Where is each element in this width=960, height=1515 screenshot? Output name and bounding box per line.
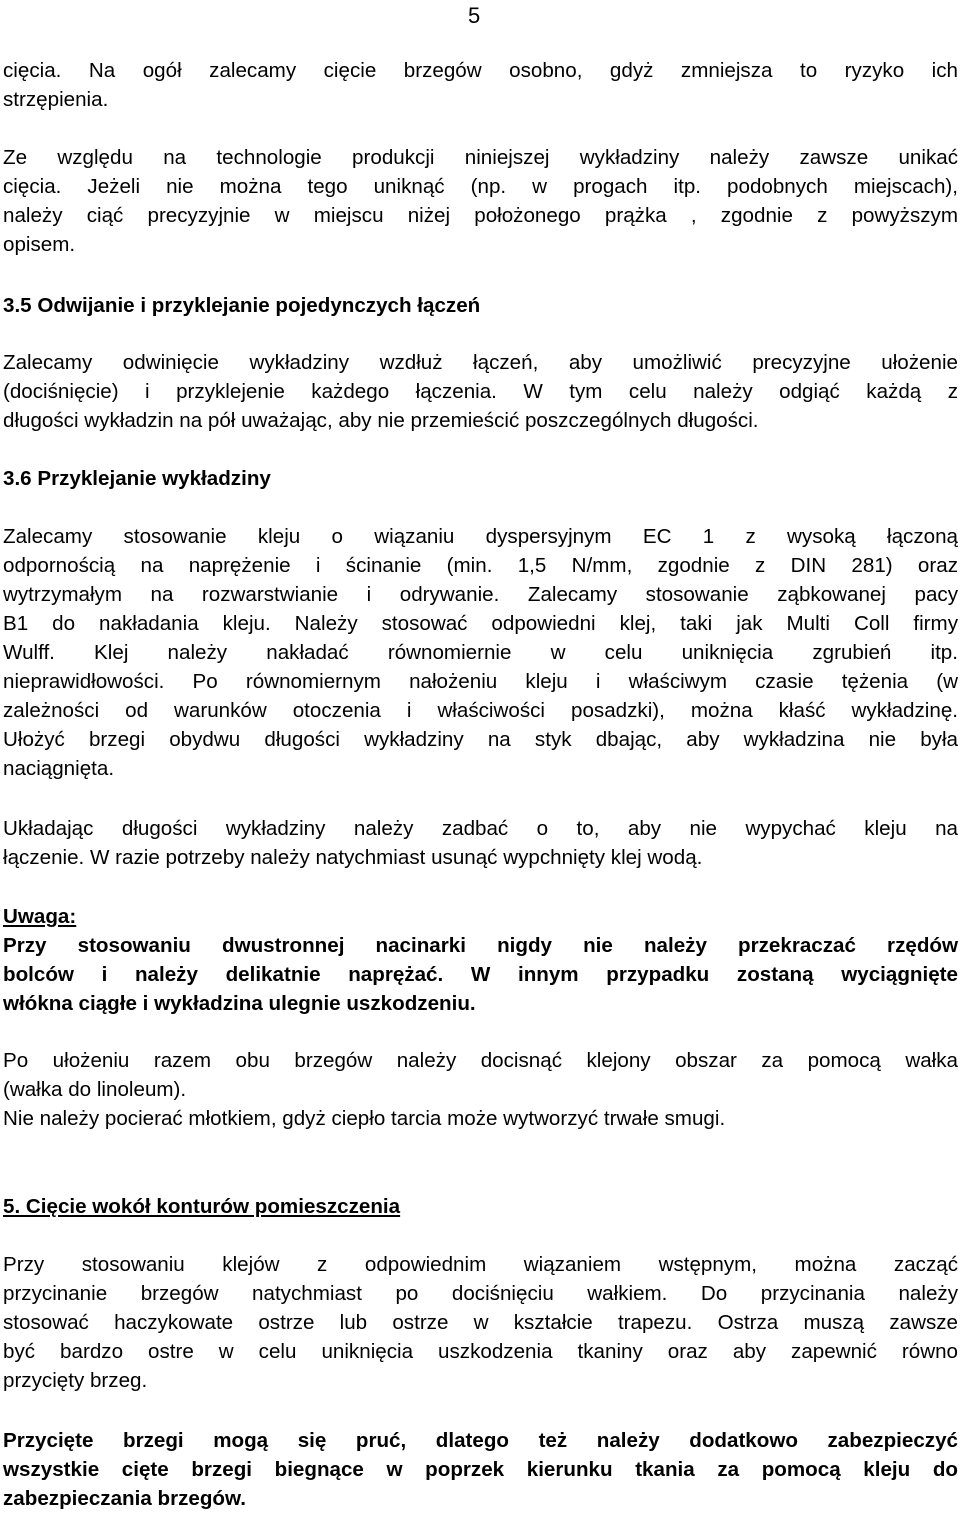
text-line: nieprawidłowości. Po równomiernym nałożeniu kleju i właściwym czasie tężenia (w <box>3 670 958 693</box>
text-line: przycinanie brzegów natychmiast po dociśnięciu wałkiem. Do przycinania należy <box>3 1282 958 1305</box>
paragraph-laying-lengths <box>3 814 958 872</box>
text-line: Przy stosowaniu dwustronnej nacinarki nigdy nie należy przekraczać rzędów <box>3 934 958 957</box>
text-line: zabezpieczania brzegów. <box>3 1487 246 1510</box>
text-line: Wulff. Klej należy nakładać równomiernie w celu uniknięcia zgrubień itp. <box>3 641 958 664</box>
paragraph-edge-securing <box>3 1426 958 1513</box>
text-line: naciągnięta. <box>3 757 115 780</box>
warning-label: Uwaga: <box>3 905 77 928</box>
text-line: należy ciąć precyzyjnie w miejscu niżej położonego prążka , zgodnie z powyższym <box>3 204 958 227</box>
text-line: wytrzymałym na rozwarstwianie i odrywanie. Zalecamy stosowanie ząbkowanej pacy <box>3 583 958 606</box>
text-line: cięcia. Jeżeli nie można tego uniknąć (np. w progach itp. podobnych miejscach), <box>3 175 958 198</box>
text-line: (wałka do linoleum). <box>3 1078 187 1101</box>
text-line: Nie należy pocierać młotkiem, gdyż ciepło tarcia może wytworzyć trwałe smugi. <box>3 1107 726 1130</box>
paragraph-avoid-cutting <box>3 143 958 259</box>
text-line: długości wykładzin na pół uważając, aby nie przemieścić poszczególnych długości. <box>3 409 759 432</box>
text-line: wszystkie cięte brzegi biegnące w poprzek kierunku tkania za pomocą kleju do <box>3 1458 958 1481</box>
text-line: przycięty brzeg. <box>3 1369 148 1392</box>
warning-block <box>3 902 958 1018</box>
text-line: Przycięte brzegi mogą się pruć, dlatego też należy dodatkowo zabezpieczyć <box>3 1429 958 1452</box>
text-line: bolców i należy delikatnie naprężać. W innym przypadku zostaną wyciągnięte <box>3 963 958 986</box>
section-heading-3-6: 3.6 Przyklejanie wykładziny <box>3 467 271 490</box>
paragraph-unrolling-joints <box>3 348 958 435</box>
text-line: Zalecamy odwinięcie wykładziny wzdłuż łączeń, aby umożliwić precyzyjne ułożenie <box>3 351 958 374</box>
text-line: opisem. <box>3 233 76 256</box>
text-line: Przy stosowaniu klejów z odpowiednim wiązaniem wstępnym, można zacząć <box>3 1253 958 1276</box>
paragraph-edge-cutting <box>3 56 958 114</box>
text-line: Ze względu na technologie produkcji niniejszej wykładziny należy zawsze unikać <box>3 146 958 169</box>
paragraph-gluing <box>3 522 958 783</box>
paragraph-pressing <box>3 1046 958 1133</box>
text-line: Ułożyć brzegi obydwu długości wykładziny na styk dbając, aby wykładzina nie była <box>3 728 958 751</box>
text-line: być bardzo ostre w celu uniknięcia uszkodzenia tkaniny oraz aby zapewnić równo <box>3 1340 958 1363</box>
text-line: zależności od warunków otoczenia i właściwości posadzki), można kłaść wykładzinę. <box>3 699 958 722</box>
page-number: 5 <box>468 3 481 28</box>
section-heading-3-5: 3.5 Odwijanie i przyklejanie pojedynczych łączeń <box>3 294 481 317</box>
text-line: Po ułożeniu razem obu brzegów należy docisnąć klejony obszar za pomocą wałka <box>3 1049 958 1072</box>
text-line: B1 do nakładania kleju. Należy stosować odpowiedni klej, taki jak Multi Coll firmy <box>3 612 958 635</box>
text-line: strzępienia. <box>3 88 109 111</box>
text-line: (dociśnięcie) i przyklejenie każdego łączenia. W tym celu należy odgiąć każdą z <box>3 380 958 403</box>
text-line: łączenie. W razie potrzeby należy natychmiast usunąć wypchnięty klej wodą. <box>3 846 703 869</box>
text-line: Zalecamy stosowanie kleju o wiązaniu dyspersyjnym EC 1 z wysoką łączoną <box>3 525 958 548</box>
text-line: odpornością na naprężenie i ścinanie (min. 1,5 N/mm, zgodnie z DIN 281) oraz <box>3 554 958 577</box>
text-line: Układając długości wykładziny należy zadbać o to, aby nie wypychać kleju na <box>3 817 958 840</box>
text-line: stosować haczykowate ostrze lub ostrze w kształcie trapezu. Ostrza muszą zawsze <box>3 1311 958 1334</box>
text-line: cięcia. Na ogół zalecamy cięcie brzegów osobno, gdyż zmniejsza to ryzyko ich <box>3 59 958 82</box>
text-line: włókna ciągłe i wykładzina ulegnie uszkodzeniu. <box>3 992 476 1015</box>
section-heading-5 <box>3 1192 958 1221</box>
section-heading-5-text: 5. Cięcie wokół konturów pomieszczenia <box>3 1195 401 1218</box>
paragraph-room-contours <box>3 1250 958 1395</box>
